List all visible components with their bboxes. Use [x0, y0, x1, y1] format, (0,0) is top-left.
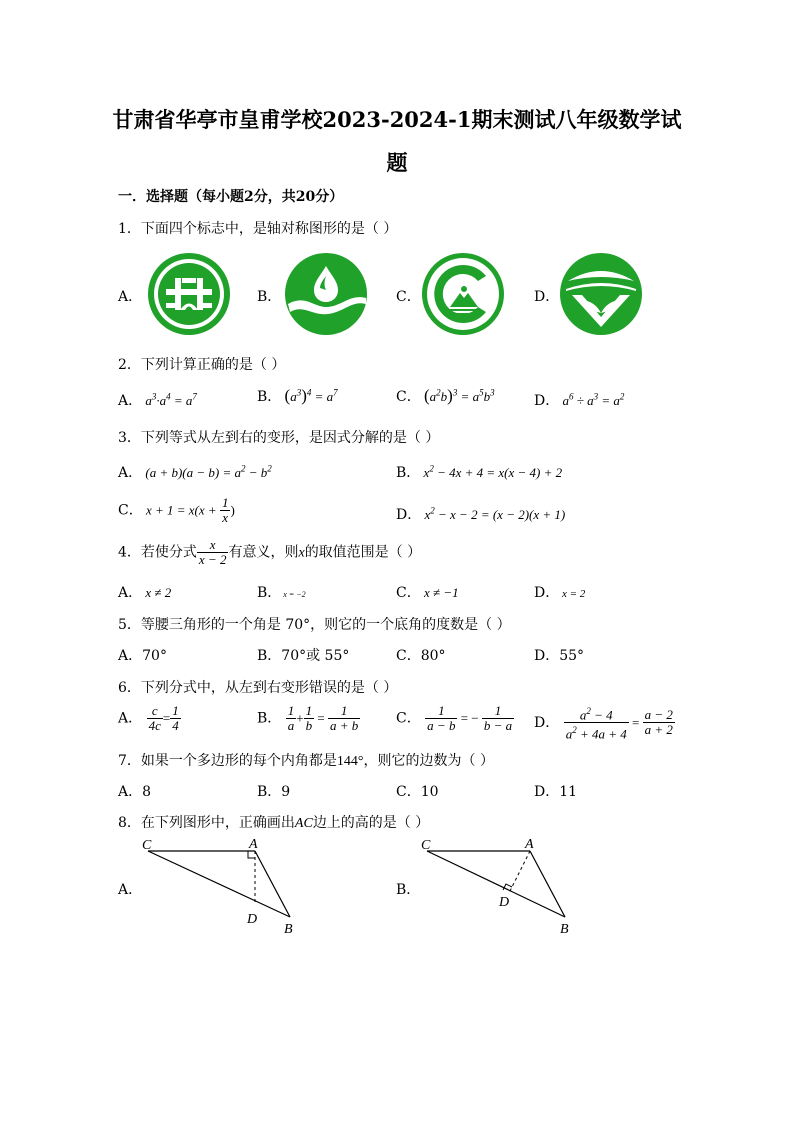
q8-figure-a — [138, 835, 308, 940]
q8-figure-b — [415, 835, 585, 940]
q2-option-b: B． $(a^3)^4 = a^7$ — [257, 386, 338, 405]
q6-stem: 6．下列分式中，从左到右变形错误的是（ ） — [118, 680, 398, 696]
q8a-label-c: C — [142, 838, 152, 853]
q3-option-c: C． x + 1 = x(x + $\frac{1}{x}$ ) — [118, 495, 235, 525]
q5-option-b: B．70°或 55° — [257, 648, 350, 664]
q1-label-d: D． — [534, 289, 560, 305]
water-drop-logo-icon — [284, 252, 368, 336]
q6-option-d: D． $\frac{a^2 - 4}{a^2 + 4a + 4}$ = $\frac{a - 2}{a + 2}$ — [534, 706, 673, 742]
q5-stem: 5．等腰三角形的一个角是 70°，则它的一个底角的度数是（ ） — [118, 617, 511, 633]
bridge-logo-icon — [146, 251, 232, 337]
q2-option-c: C． $(a^2b)^3 = a^5b^3$ — [396, 386, 495, 405]
q4-stem: 4．若使分式 $\frac{x}{x - 2}$ 有意义，则x的取值范围是（ ） — [118, 537, 422, 567]
page-title-line1: 甘肃省华亭市皇甫学校2023-2024-1期末测试八年级数学试 — [112, 107, 682, 132]
q4-option-a: A． x ≠ 2 — [118, 585, 172, 601]
q5-option-d: D．55° — [534, 648, 585, 664]
q6-option-c: C． $\frac{1}{a - b}$ = − $\frac{1}{b - a}$ — [396, 703, 513, 733]
mountain-c-logo-icon — [420, 251, 506, 337]
q7-option-d: D．11 — [534, 784, 578, 800]
q3-stem: 3．下列等式从左到右的变形，是因式分解的是（ ） — [118, 430, 440, 446]
q8b-label-d: D — [499, 895, 510, 910]
q8-label-a: A． — [118, 882, 143, 898]
q4-option-b: B． x = −2 — [257, 585, 306, 601]
q3-option-d: D． $x^2 - x - 2 = (x - 2)(x + 1)$ — [396, 505, 566, 523]
q3-option-a: A． $(a + b)(a - b) = a^2 - b^2$ — [118, 463, 272, 481]
q7-option-c: C．10 — [396, 784, 439, 800]
q6-option-b: B． $\frac{1}{a}$ + $\frac{1}{b}$ = $\frac{1}{a + b}$ — [257, 703, 359, 733]
q8-stem: 8．在下列图形中，正确画出AC边上的高的是（ ） — [118, 815, 430, 831]
q1-stem: 1．下面四个标志中，是轴对称图形的是（ ） — [118, 221, 398, 237]
q8-label-b: B． — [396, 882, 421, 898]
leaf-v-logo-icon — [558, 251, 644, 337]
q2-option-a: A． $a^3\cdot a^4 = a^7$ — [118, 391, 197, 409]
q2-stem: 2．下列计算正确的是（ ） — [118, 357, 286, 373]
q8a-label-a: A — [249, 837, 258, 852]
q4-option-d: D． x = 2 — [534, 585, 586, 601]
section-heading: 一．选择题（每小题2分，共20分） — [118, 189, 344, 205]
q8b-label-b: B — [560, 922, 569, 937]
q6-option-a: A． $\frac{c}{4c}$ = $\frac{1}{4}$ — [118, 703, 179, 733]
q5-option-a: A．70° — [118, 648, 167, 664]
q3-option-b: B． $x^2 - 4x + 4 = x(x - 4) + 2$ — [396, 463, 563, 481]
q8a-label-b: B — [284, 922, 293, 937]
q8b-label-a: A — [525, 837, 534, 852]
q8b-label-c: C — [421, 838, 431, 853]
q1-label-b: B． — [257, 289, 282, 305]
q2-option-d: D． $a^6 \div a^3 = a^2$ — [534, 391, 625, 409]
q5-option-c: C．80° — [396, 648, 446, 664]
q7-option-a: A．8 — [118, 784, 152, 800]
q1-label-c: C． — [396, 289, 421, 305]
q8a-label-d: D — [247, 912, 258, 927]
q1-label-a: A． — [118, 289, 143, 305]
q7-stem: 7．如果一个多边形的每个内角都是144°，则它的边数为（ ） — [118, 753, 494, 769]
q7-option-b: B．9 — [257, 784, 291, 800]
page-title-line2: 题 — [386, 150, 408, 175]
q4-option-c: C． x ≠ −1 — [396, 585, 459, 601]
